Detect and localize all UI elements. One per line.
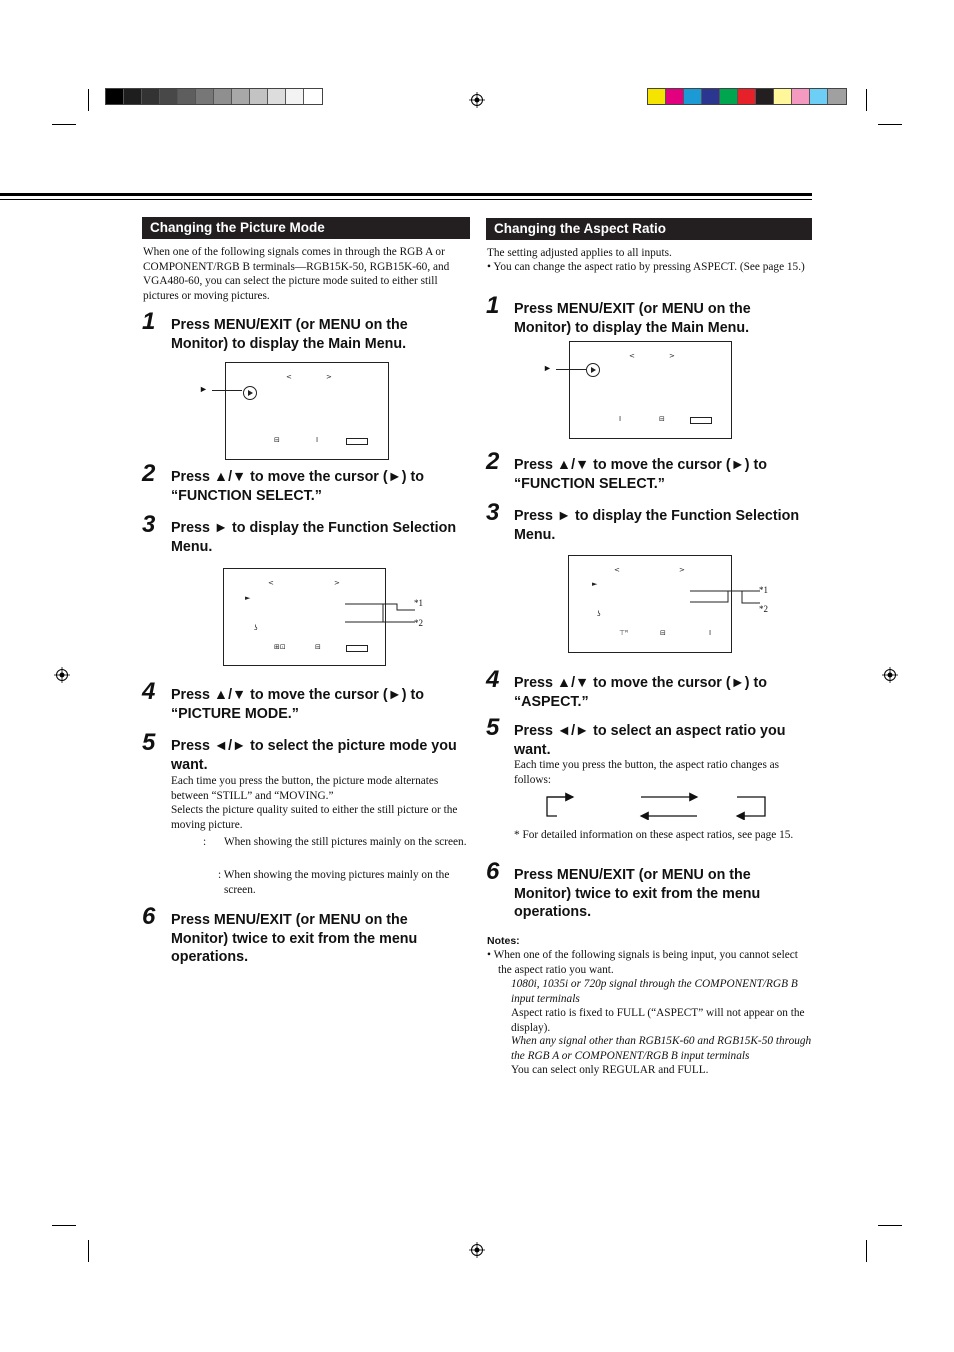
- header-rule-thick: [0, 193, 812, 196]
- notes-bullet: • When one of the following signals is being input, you cannot select the aspect ratio you want.: [487, 949, 798, 976]
- menu-icon: I: [316, 436, 319, 444]
- step-instruction: Press ▲/▼ to move the cursor (►) to “FUNCTION SELECT.”: [514, 457, 767, 492]
- color-patch: [828, 89, 846, 104]
- step-number: 6: [142, 903, 156, 930]
- menu-icon: ⊟: [660, 629, 666, 637]
- pointer-line: [556, 369, 586, 370]
- menu-icon: ⊟: [315, 643, 321, 651]
- step-instruction: Press ► to display the Function Selection Menu.: [514, 508, 800, 543]
- registration-mark-icon: [469, 1242, 485, 1258]
- crop-mark: [52, 1225, 76, 1226]
- note-signal-condition: When any signal other than RGB15K-60 and RGB15K-50 through the RGB A or COMPONENT/RGB B input terminals: [511, 1035, 812, 1062]
- crop-mark: [866, 1240, 867, 1262]
- cursor-circle-icon: [242, 385, 258, 401]
- color-patch: [648, 89, 666, 104]
- step-number: 2: [486, 448, 500, 475]
- step-instruction: Press ▲/▼ to move the cursor (►) to “PICTURE MODE.”: [171, 687, 424, 722]
- footnote-marker: *2: [759, 604, 768, 614]
- footnote-marker: *1: [414, 598, 423, 608]
- menu-icon: ⊞⊡: [274, 643, 286, 651]
- color-patch-bar: [647, 88, 847, 105]
- color-patch: [124, 89, 142, 104]
- pointer-arrow-icon: ►: [199, 384, 208, 394]
- header-rule-thin: [0, 199, 812, 200]
- right-bracket: >: [679, 566, 685, 574]
- cursor-arrow-icon: ►: [245, 594, 251, 602]
- color-patch: [142, 89, 160, 104]
- pointer-line: [212, 390, 242, 391]
- intro-text: When one of the following signals comes in through the RGB A or COMPONENT/RGB B terminals—RGB15K-50, RGB15K-60, and VGA480-60, you can select the picture mode suited to either still pictures or moving pictures.: [143, 246, 450, 302]
- color-patch: [286, 89, 304, 104]
- menu-bar-icon: [346, 645, 368, 652]
- color-patch: [684, 89, 702, 104]
- color-patch: [232, 89, 250, 104]
- note-signal-condition: 1080i, 1035i or 720p signal through the COMPONENT/RGB B input terminals: [511, 978, 798, 1005]
- menu-mark: ʖ: [597, 610, 601, 618]
- footnote-marker: *2: [414, 618, 423, 628]
- registration-mark-icon: [882, 667, 898, 683]
- left-bracket: <: [614, 566, 620, 574]
- registration-mark-icon: [469, 92, 485, 108]
- step-number: 3: [142, 511, 156, 538]
- color-patch: [720, 89, 738, 104]
- step-instruction: Press ▲/▼ to move the cursor (►) to “FUNCTION SELECT.”: [171, 469, 424, 504]
- cursor-circle-icon: [585, 362, 601, 378]
- cursor-arrow-icon: ►: [592, 580, 598, 588]
- step-instruction: Press MENU/EXIT (or MENU on the Monitor) twice to exit from the menu operations.: [171, 912, 418, 965]
- left-bracket: <: [629, 352, 635, 360]
- crop-mark: [878, 124, 902, 125]
- main-menu-screen: [569, 341, 732, 439]
- step-number: 5: [142, 729, 156, 756]
- menu-mark: ʖ: [254, 624, 258, 632]
- crop-mark: [52, 124, 76, 125]
- step-number: 4: [142, 678, 156, 705]
- step-detail: Each time you press the button, the aspect ratio changes as follows:: [514, 759, 780, 786]
- step-instruction: Press ► to display the Function Selection Menu.: [171, 520, 457, 555]
- color-patch: [666, 89, 684, 104]
- color-patch: [250, 89, 268, 104]
- color-patch: [214, 89, 232, 104]
- step-instruction: Press ◄/► to select the picture mode you want.: [171, 738, 457, 773]
- intro-bullet: • You can change the aspect ratio by pressing ASPECT. (See page 15.): [487, 261, 805, 273]
- menu-icon: I: [619, 415, 622, 423]
- registration-mark-icon: [54, 667, 70, 683]
- section-heading-aspect-ratio: Changing the Aspect Ratio: [486, 218, 812, 240]
- menu-icon: ⊟: [274, 436, 280, 444]
- step-instruction: Press MENU/EXIT (or MENU on the Monitor) to display the Main Menu.: [171, 317, 408, 352]
- color-patch: [196, 89, 214, 104]
- menu-bar-icon: [346, 438, 368, 445]
- step-instruction: Press ▲/▼ to move the cursor (►) to “ASPECT.”: [514, 675, 767, 710]
- aspect-footnote: * For detailed information on these aspect ratios, see page 15.: [514, 829, 794, 841]
- callout-lines: [345, 598, 417, 628]
- grayscale-bar: [105, 88, 323, 105]
- color-patch: [738, 89, 756, 104]
- right-bracket: >: [334, 579, 340, 587]
- notes-title: Notes:: [487, 935, 520, 947]
- color-patch: [178, 89, 196, 104]
- still-colon: :: [203, 836, 207, 848]
- color-patch: [268, 89, 286, 104]
- step-number: 5: [486, 714, 500, 741]
- step-detail: Each time you press the button, the picture mode alternates between “STILL” and “MOVING.”: [171, 775, 439, 802]
- section-heading-picture-mode: Changing the Picture Mode: [142, 217, 470, 239]
- color-patch: [160, 89, 178, 104]
- crop-mark: [866, 89, 867, 111]
- pointer-arrow-icon: ►: [543, 363, 552, 373]
- step-number: 6: [486, 858, 500, 885]
- left-bracket: <: [286, 373, 292, 381]
- color-patch: [810, 89, 828, 104]
- crop-mark: [878, 1225, 902, 1226]
- menu-icon: ⊟: [659, 415, 665, 423]
- color-patch: [702, 89, 720, 104]
- footnote-marker: *1: [759, 585, 768, 595]
- crop-mark: [88, 1240, 89, 1262]
- color-patch: [756, 89, 774, 104]
- step-detail: Selects the picture quality suited to either the still picture or the moving picture.: [171, 804, 458, 831]
- color-patch: [774, 89, 792, 104]
- menu-bar-icon: [690, 417, 712, 424]
- color-patch: [792, 89, 810, 104]
- aspect-cycle-diagram: [545, 792, 770, 820]
- left-bracket: <: [268, 579, 274, 587]
- menu-icon: ⊤ᴿ: [619, 629, 629, 637]
- note-result: Aspect ratio is fixed to FULL (“ASPECT” will not appear on the display).: [511, 1007, 805, 1034]
- step-number: 3: [486, 499, 500, 526]
- step-number: 1: [142, 308, 156, 335]
- main-menu-screen: [225, 362, 389, 460]
- intro-text: The setting adjusted applies to all inputs.: [487, 247, 672, 259]
- crop-mark: [88, 89, 89, 111]
- step-number: 1: [486, 292, 500, 319]
- step-number: 2: [142, 460, 156, 487]
- note-result: You can select only REGULAR and FULL.: [511, 1064, 709, 1076]
- moving-description: : When showing the moving pictures mainly on the screen.: [218, 869, 450, 896]
- color-patch: [304, 89, 322, 104]
- still-description: When showing the still pictures mainly on the screen.: [224, 836, 467, 848]
- step-instruction: Press ◄/► to select an aspect ratio you want.: [514, 723, 786, 758]
- color-patch: [106, 89, 124, 104]
- right-bracket: >: [326, 373, 332, 381]
- step-instruction: Press MENU/EXIT (or MENU on the Monitor) to display the Main Menu.: [514, 301, 751, 336]
- right-bracket: >: [669, 352, 675, 360]
- step-number: 4: [486, 666, 500, 693]
- callout-lines: [690, 585, 762, 615]
- step-instruction: Press MENU/EXIT (or MENU on the Monitor) twice to exit from the menu operations.: [514, 867, 761, 920]
- menu-icon: I: [709, 629, 712, 637]
